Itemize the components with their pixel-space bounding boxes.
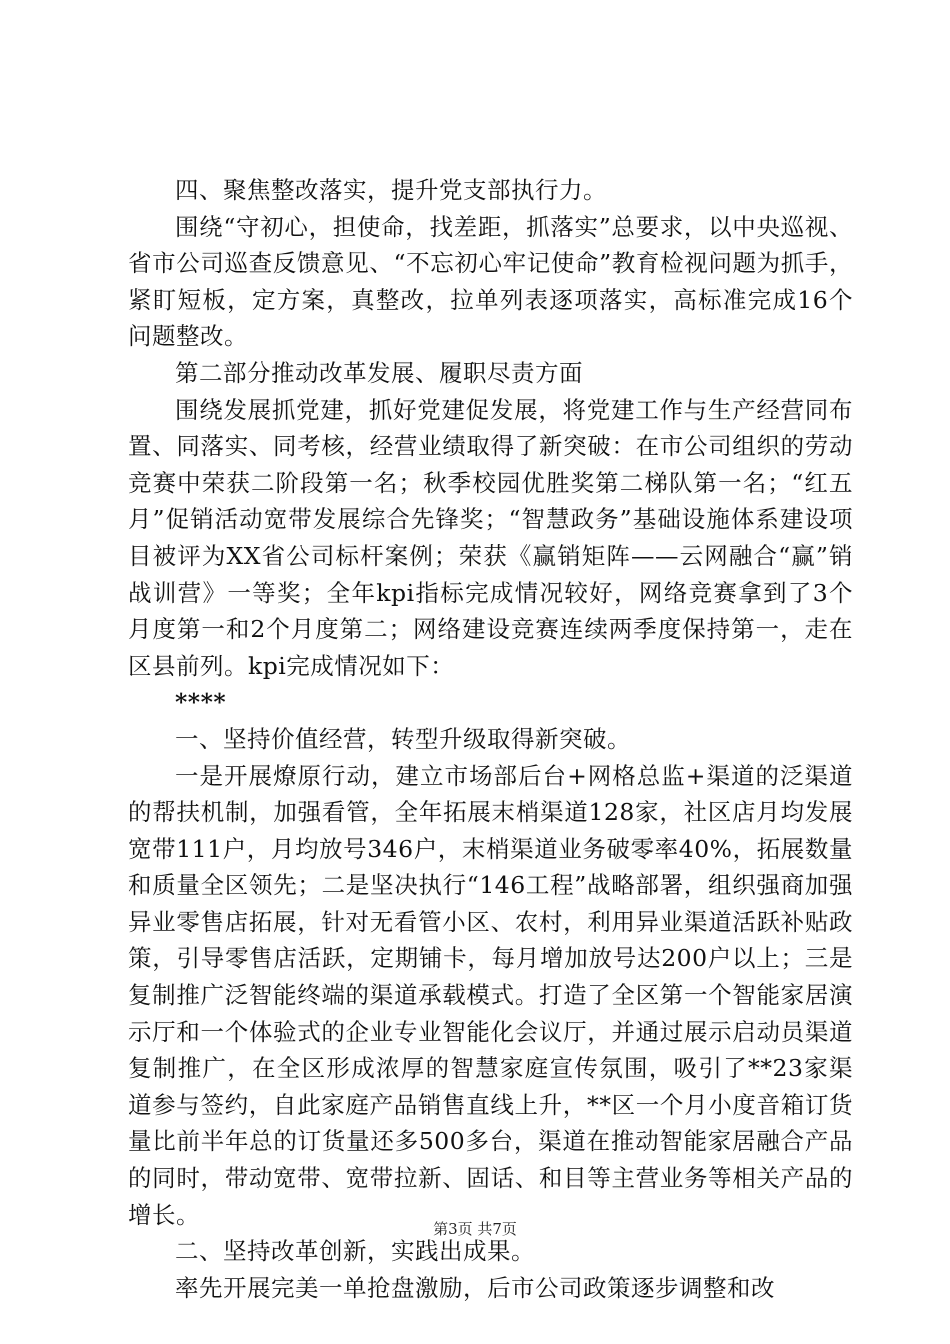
paragraph: 围绕发展抓党建，抓好党建促发展，将党建工作与生产经营同布置、同落实、同考核，经营业绩取得了新突破：在市公司组织的劳动竞赛中荣获二阶段第一名；秋季校园优胜奖第二梯队第一名；“红五月”促销活动宽带发展综合先锋奖；“智慧政务”基础设施体系建设项目被评为XX省公司标杆案例；荣获《赢销矩阵——云网融合“赢”销战训营》一等奖；全年kpi指标完成情况较好，网络竞赛拿到了3个月度第一和2个月度第二；网络建设竞赛连续两季度保持第一，走在区县前列。kpi完成情况如下： (128, 395, 853, 680)
document-body (128, 172, 853, 1306)
section-heading-1: 一、坚持价值经营，转型升级取得新突破。 (175, 724, 631, 753)
page-footer: 第3页 共7页 (433, 1220, 517, 1238)
paragraph: 围绕“守初心，担使命，找差距，抓落实”总要求，以中央巡视、省市公司巡查反馈意见、“不忘初心牢记使命”教育检视问题为抓手，紧盯短板，定方案，真整改，拉单列表逐项落实，高标准完成16个问题整改。 (128, 212, 853, 351)
paragraph: 率先开展完美一单抢盘激励，后市公司政策逐步调整和改 (175, 1273, 775, 1302)
section-heading-4: 四、聚焦整改落实，提升党支部执行力。 (175, 176, 607, 204)
paragraph: 一是开展燎原行动，建立市场部后台+网格总监+渠道的泛渠道的帮扶机制，加强看管，全年拓展末梢渠道128家，社区店月均发展宽带111户，月均放号346户，末梢渠道业务破零率40%，拓展数量和质量全区领先；二是坚决执行“146工程”战略部署，组织强商加强异业零售店拓展，针对无看管小区、农村，利用异业渠道活跃补贴政策，引导零售店活跃，定期铺卡，每月增加放号达200户以上；三是复制推广泛智能终端的渠道承载模式。打造了全区第一个智能家居演示厅和一个体验式的企业专业智能化会议厅，并通过展示启动员渠道复制推广，在全区形成浓厚的智慧家庭宣传氛围，吸引了**23家渠道参与签约，自此家庭产品销售直线上升，**区一个月小度音箱订货量比前半年总的订货量还多500多台，渠道在推动智能家居融合产品的同时，带动宽带、宽带拉新、固话、和目等主营业务等相关产品的增长。 (128, 761, 853, 1229)
placeholder-stars: **** (175, 688, 227, 717)
section-heading-2: 二、坚持改革创新，实践出成果。 (175, 1237, 535, 1266)
part-heading-2: 第二部分推动改革发展、履职尽责方面 (175, 358, 583, 387)
